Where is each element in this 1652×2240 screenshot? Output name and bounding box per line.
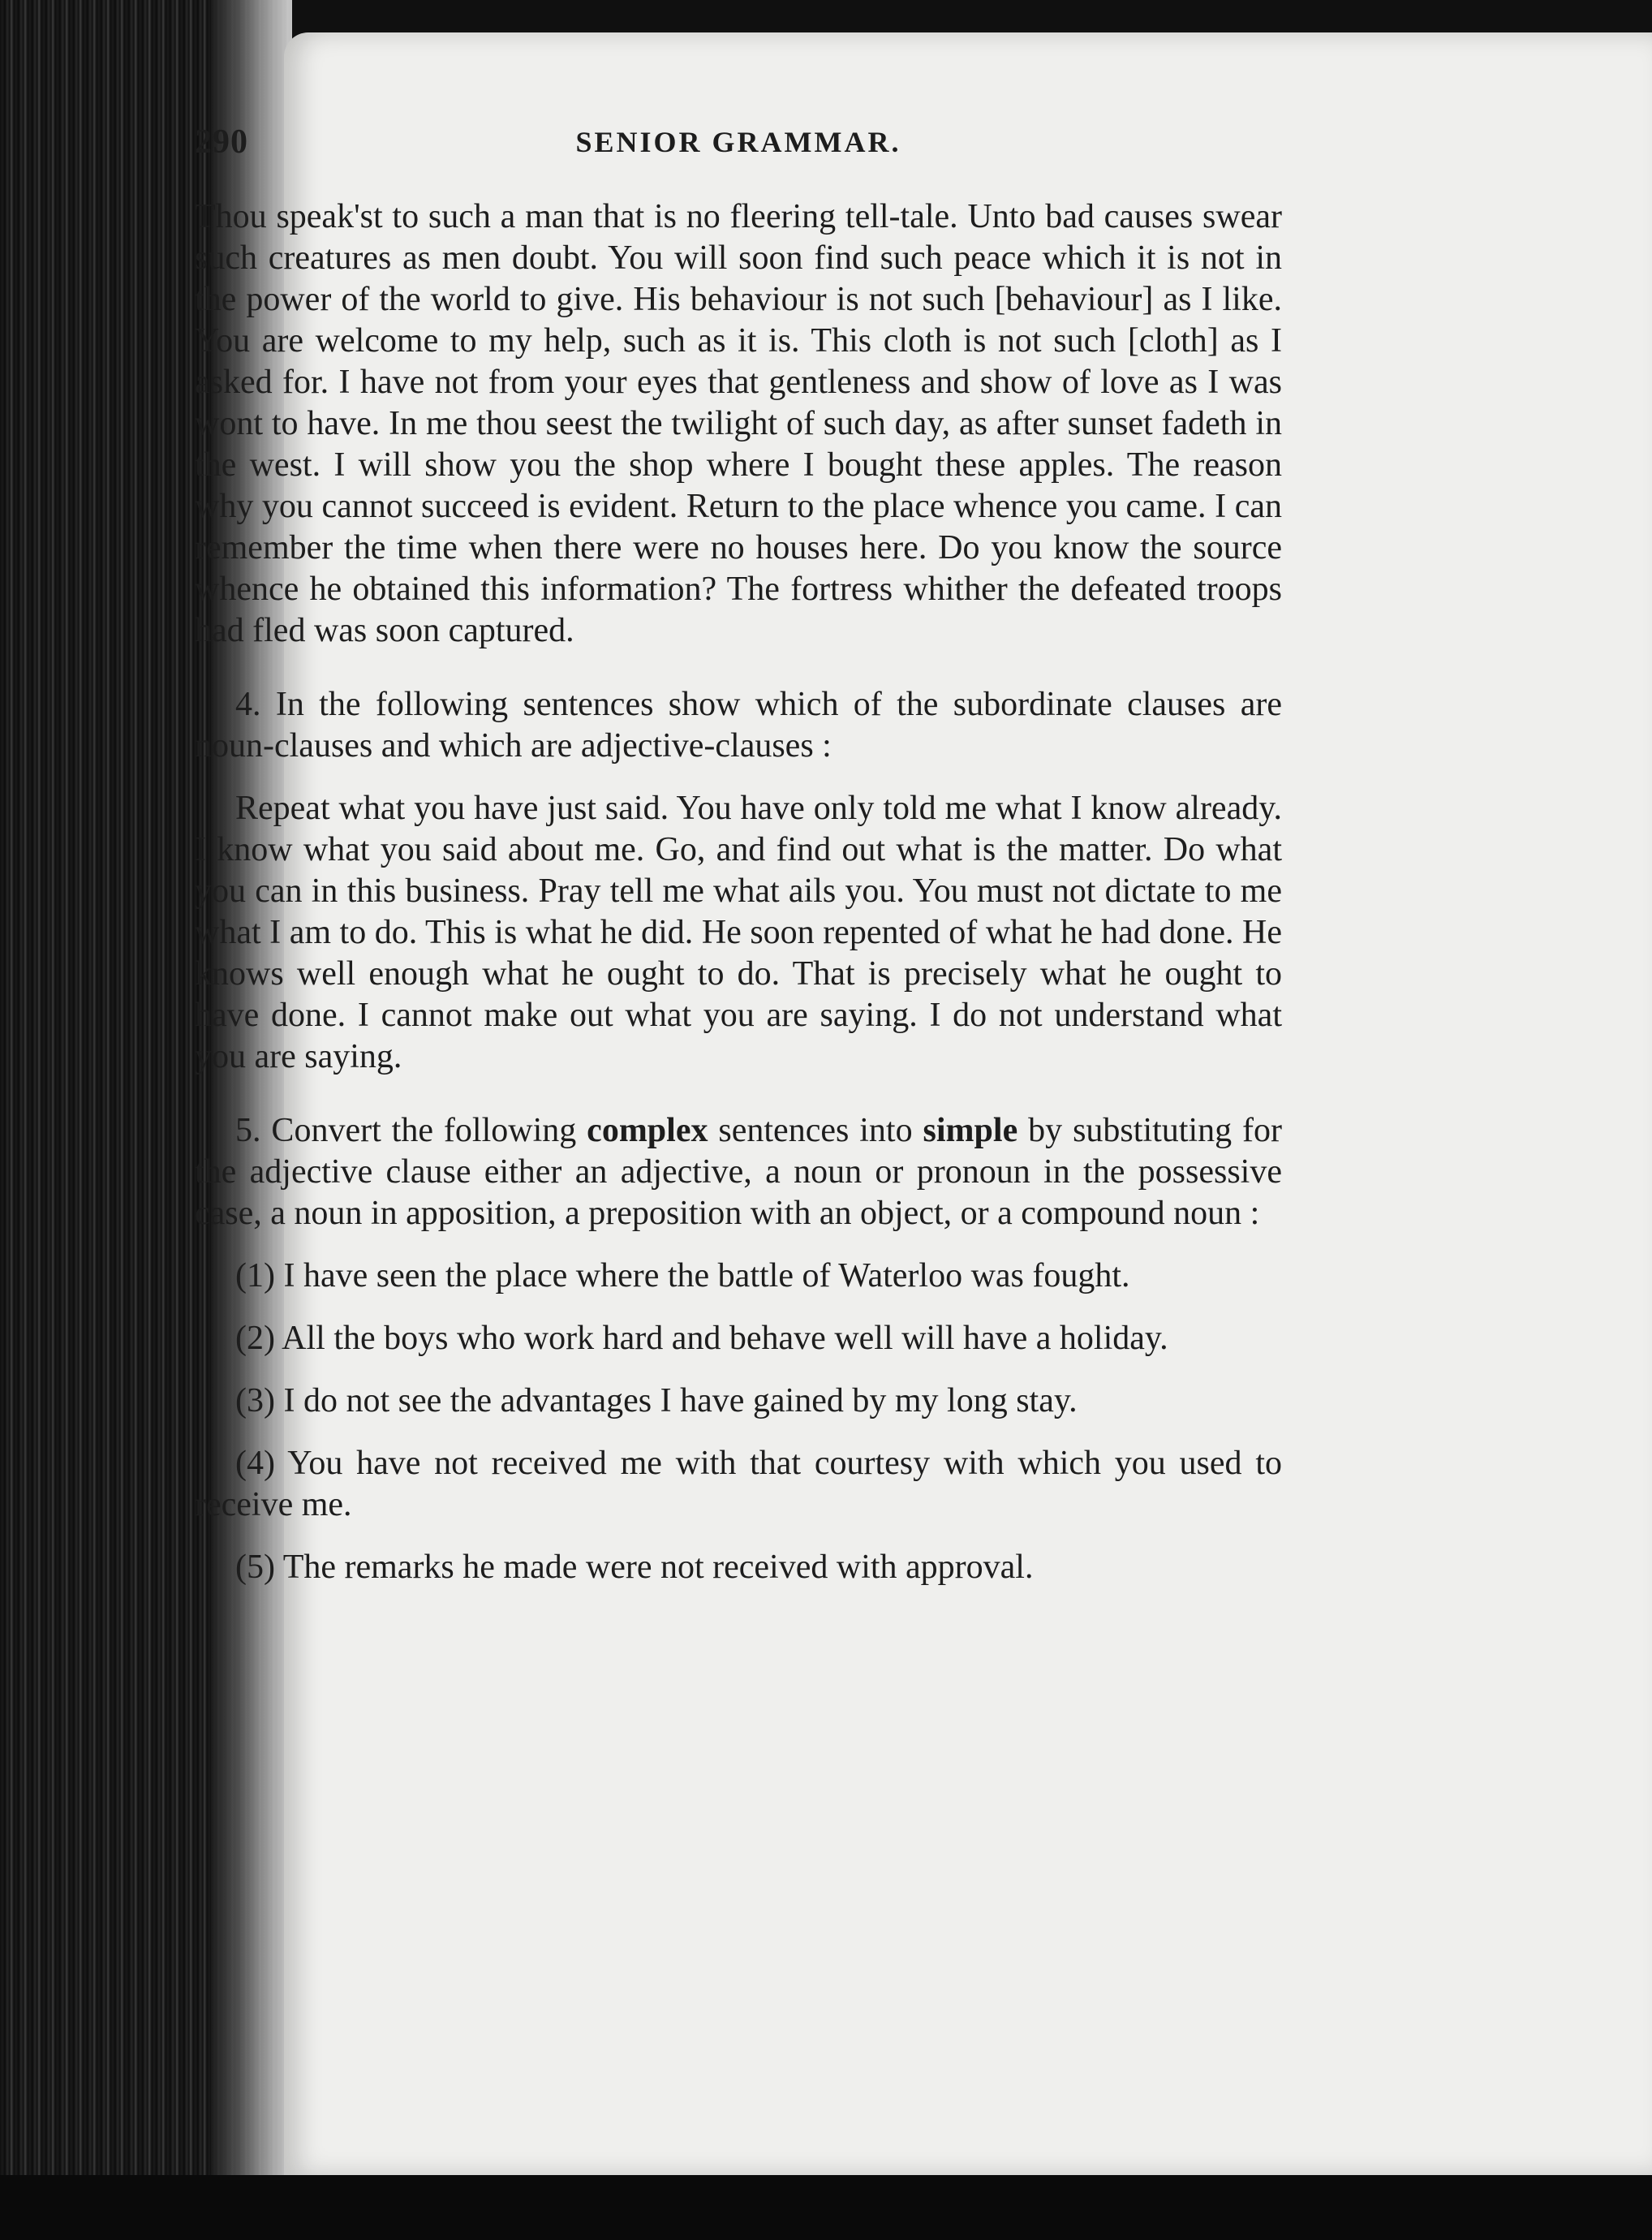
exercise-4-text: Repeat what you have just said. You have only told me what I know already. I know what you said about me. Go, and find out what is the matter. Do what you can in this business. Pray tell me what ails you. You must not dictate to me what I am to do. This is what he did. He soon repented of what he had done. He knows well enough what he ought to do. That is precisely what he ought to have done. I cannot make out what you are saying. I do not understand what you are saying. [195,790,1282,1075]
continuation-paragraph: Thou speak'st to such a man that is no fleering tell-tale. Unto bad causes swear such creatures as men doubt. You will soon find such peace which it is not in the power of the world to give. His behaviour is not such [behaviour] as I like. You are welcome to my help, such as it is. This cloth is not such [cloth] as I asked for. I have not from your eyes that gentleness and show of love as I was wont to have. In me thou seest the twilight of such day, as after sunset fadeth in the west. I will show you the shop where I bought these apples. The reason why you cannot succeed is evident. Return to the place whence you came. I can remember the time when there were no houses here. Do you know the source whence he obtained this information? The fortress whither the defeated troops had fled was soon captured. [195,198,1282,649]
exercise-item: (5) The remarks he made were not received with approval. [235,1549,1034,1586]
bottom-dark-band [0,2175,1652,2240]
exercise-item: (3) I do not see the advantages I have gained by my long stay. [235,1382,1078,1419]
exercise-5-bold-term: complex [587,1112,708,1149]
exercise-5-text-part: sentences into [718,1112,913,1149]
exercise-4-heading: 4. In the following sentences show which of the subordinate clauses are noun-clauses and which are adjective-clauses : [195,686,1282,765]
exercise-5-text-part: 5. Convert the following [235,1112,577,1149]
exercise-5-bold-term: simple [923,1112,1018,1149]
exercise-item: (1) I have seen the place where the battle of Waterloo was fought. [235,1257,1130,1294]
exercise-5-text-part: by substituting for the adjective clause either an adjective, a noun or pronoun in the possessive case, a noun in apposition, a preposition with an object, or a compound noun : [195,1112,1283,1232]
exercise-5-heading [195,1110,1282,1234]
page-number: 290 [195,123,248,161]
running-title: SENIOR GRAMMAR. [575,126,901,158]
running-head [195,122,1282,179]
exercise-item: (4) You have not received me with that courtesy with which you used to receive me. [195,1445,1282,1523]
page-text-block [195,122,1282,1588]
exercise-item: (2) All the boys who work hard and behave well will have a holiday. [235,1320,1168,1357]
